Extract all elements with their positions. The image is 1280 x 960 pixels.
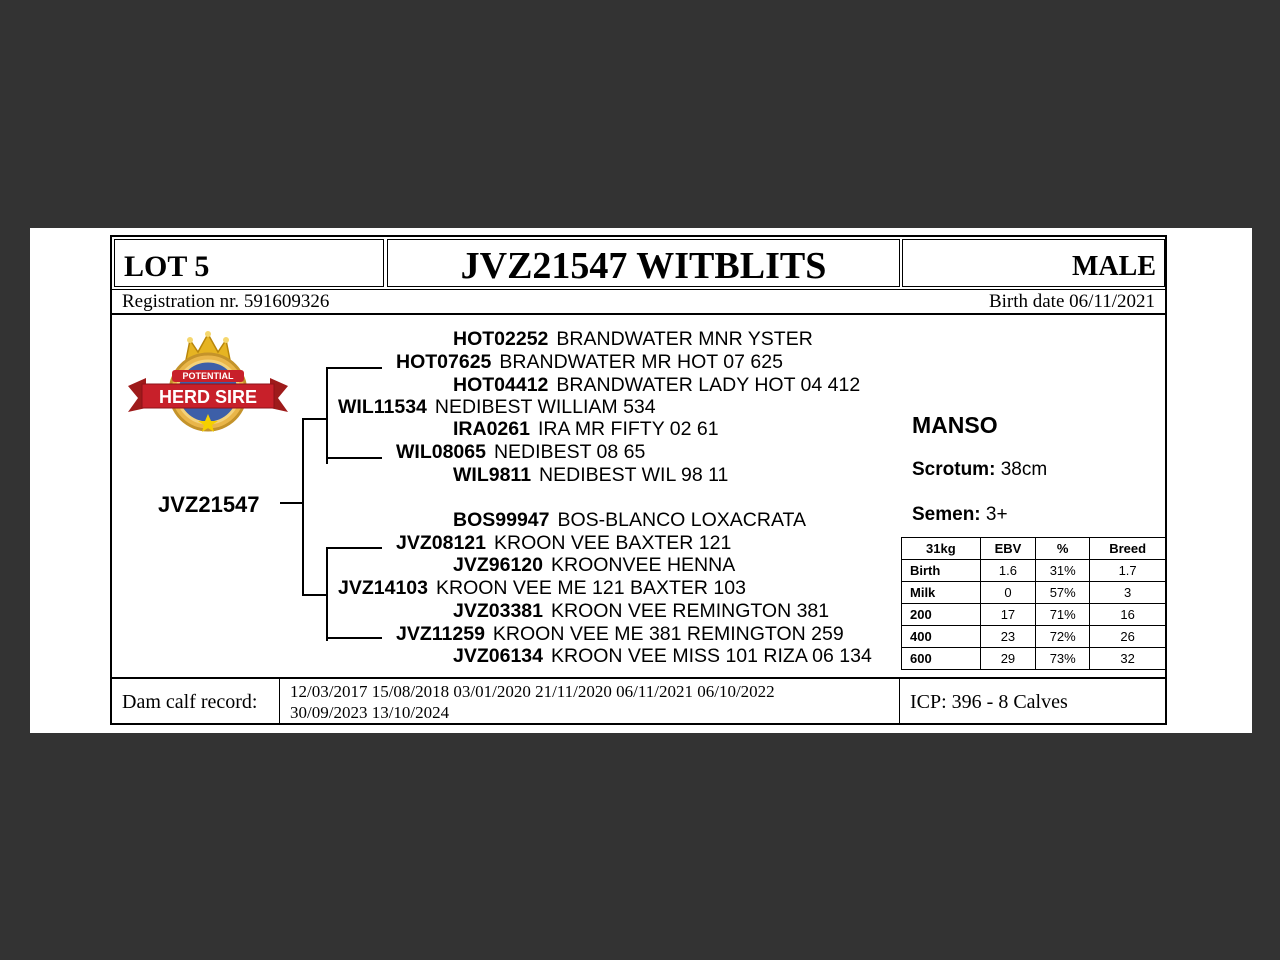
column-header: EBV: [980, 538, 1035, 560]
lot-number: LOT 5: [124, 250, 210, 283]
pedigree-entry: [453, 418, 719, 440]
pedigree-entry: [396, 532, 731, 554]
row-label: 200: [902, 604, 981, 626]
pedigree-entry: [453, 509, 806, 531]
accuracy-value: 73%: [1036, 648, 1090, 670]
pedigree-code: BOS99947: [453, 509, 550, 531]
scrotum-label: Scrotum:: [912, 459, 996, 480]
sire-branch-line: [302, 418, 326, 420]
ebv-value: 1.6: [980, 560, 1035, 582]
ebv-value: 17: [980, 604, 1035, 626]
pedigree-name: KROON VEE MISS 101 RIZA 06 134: [551, 645, 872, 667]
accuracy-value: 57%: [1036, 582, 1090, 604]
row-label: Birth: [902, 560, 981, 582]
pedigree-code: WIL11534: [338, 396, 427, 418]
pedigree-name: BRANDWATER MNR YSTER: [556, 328, 813, 350]
pedigree-code: IRA0261: [453, 418, 530, 440]
pedigree-entry: [396, 351, 783, 373]
pedigree-code: JVZ03381: [453, 600, 543, 622]
pedigree-entry: [453, 374, 860, 396]
pedigree-entry: [396, 441, 645, 463]
dam-dates-line-2: 30/09/2023 13/10/2024: [290, 703, 450, 722]
scrotum-value: 38cm: [1000, 459, 1048, 480]
animal-sex: MALE: [1072, 251, 1156, 282]
column-header: 31kg: [902, 538, 981, 560]
accuracy-value: 72%: [1036, 626, 1090, 648]
table-row: [902, 626, 1166, 648]
title-box: [387, 239, 900, 287]
pedigree-code: JVZ06134: [453, 645, 543, 667]
registration-number: Registration nr. 591609326: [122, 291, 330, 312]
badge-top-text: POTENTIAL: [182, 371, 234, 381]
dam-record-row: [112, 677, 1165, 723]
subject-code: JVZ21547: [158, 492, 260, 517]
animal-name: MANSO: [912, 412, 998, 438]
row-label: Milk: [902, 582, 981, 604]
sire-vertical-line: [326, 367, 328, 464]
pedigree-code: WIL08065: [396, 441, 486, 463]
pedigree-name: KROON VEE ME 381 REMINGTON 259: [492, 623, 844, 645]
dam-dates-box: [280, 679, 900, 725]
pedigree-entry: [453, 554, 735, 576]
breed-value: 32: [1090, 648, 1166, 670]
icp-box: [900, 679, 1165, 725]
scrotum-info: [912, 459, 1047, 481]
breed-value: 16: [1090, 604, 1166, 626]
pedigree-entry: [453, 464, 728, 486]
herd-sire-badge-icon: [128, 330, 288, 450]
pedigree-entry: [453, 328, 813, 350]
pedigree-code: HOT02252: [453, 328, 549, 350]
pedigree-name: NEDIBEST 08 65: [493, 441, 646, 463]
dam-calving-dates: [290, 681, 850, 723]
pedigree-name: KROON VEE REMINGTON 381: [551, 600, 830, 622]
sale-sheet: [30, 228, 1252, 733]
icp-value: ICP: 396 - 8 Calves: [910, 691, 1068, 713]
pedigree-name: NEDIBEST WILLIAM 534: [434, 396, 656, 418]
dam-dates-line-1: 12/03/2017 15/08/2018 03/01/2020 21/11/2020 06/11/2021 06/10/2022: [290, 682, 775, 701]
column-header: %: [1036, 538, 1090, 560]
sire-sire-branch: [326, 367, 382, 369]
ebv-value: 0: [980, 582, 1035, 604]
pedigree-entry: [453, 645, 872, 667]
column-header: Breed: [1090, 538, 1166, 560]
breed-value: 26: [1090, 626, 1166, 648]
table-row: [902, 604, 1166, 626]
pedigree-name: IRA MR FIFTY 02 61: [537, 418, 719, 440]
pedigree-code: HOT07625: [396, 351, 492, 373]
pedigree-name: KROON VEE ME 121 BAXTER 103: [436, 577, 746, 599]
row-label: 400: [902, 626, 981, 648]
dam-branch-line: [302, 594, 326, 596]
row-label: 600: [902, 648, 981, 670]
pedigree-code: JVZ96120: [453, 554, 543, 576]
table-header-row: [902, 538, 1166, 560]
accuracy-value: 31%: [1036, 560, 1090, 582]
subject-connector: [280, 502, 302, 504]
pedigree-code: HOT04412: [453, 374, 549, 396]
table-row: [902, 560, 1166, 582]
pedigree-code: JVZ08121: [396, 532, 486, 554]
dam-dam-branch: [326, 637, 382, 639]
badge-main-text: HERD SIRE: [158, 387, 258, 407]
pedigree-entry: [453, 600, 829, 622]
pedigree-name: BRANDWATER MR HOT 07 625: [499, 351, 783, 373]
pedigree-name: BRANDWATER LADY HOT 04 412: [556, 374, 861, 396]
pedigree-code: JVZ11259: [396, 623, 485, 645]
birth-date: Birth date 06/11/2021: [988, 291, 1155, 312]
pedigree-code: WIL9811: [453, 464, 532, 486]
breed-value: 1.7: [1090, 560, 1166, 582]
animal-title: JVZ21547 WITBLITS: [460, 245, 827, 287]
dam-vertical-line: [326, 547, 328, 641]
dam-sire-branch: [326, 547, 382, 549]
breed-value: 3: [1090, 582, 1166, 604]
semen-info: [912, 504, 1008, 526]
sire-dam-branch: [326, 457, 382, 459]
pedigree-name: BOS-BLANCO LOXACRATA: [557, 509, 806, 531]
ebv-value: 29: [980, 648, 1035, 670]
lot-card: [110, 235, 1167, 725]
semen-value: 3+: [985, 504, 1008, 525]
pedigree-code: JVZ14103: [338, 577, 428, 599]
table-row: [902, 648, 1166, 670]
pedigree-name: NEDIBEST WIL 98 11: [539, 464, 729, 486]
registration-row: [112, 289, 1165, 315]
main-vertical-line: [302, 418, 304, 596]
pedigree-entry: [396, 623, 844, 645]
lot-box: [114, 239, 384, 287]
ebv-value: 23: [980, 626, 1035, 648]
pedigree-entry: [338, 396, 656, 418]
semen-label: Semen:: [912, 504, 981, 525]
dam-calf-record-label: Dam calf record:: [122, 691, 258, 713]
ebv-table: [901, 537, 1166, 670]
dam-label-box: [112, 679, 280, 725]
pedigree-entry: [338, 577, 746, 599]
pedigree-name: KROON VEE BAXTER 121: [494, 532, 732, 554]
table-row: [902, 582, 1166, 604]
accuracy-value: 71%: [1036, 604, 1090, 626]
pedigree-name: KROONVEE HENNA: [551, 554, 736, 576]
sex-box: [902, 239, 1165, 287]
